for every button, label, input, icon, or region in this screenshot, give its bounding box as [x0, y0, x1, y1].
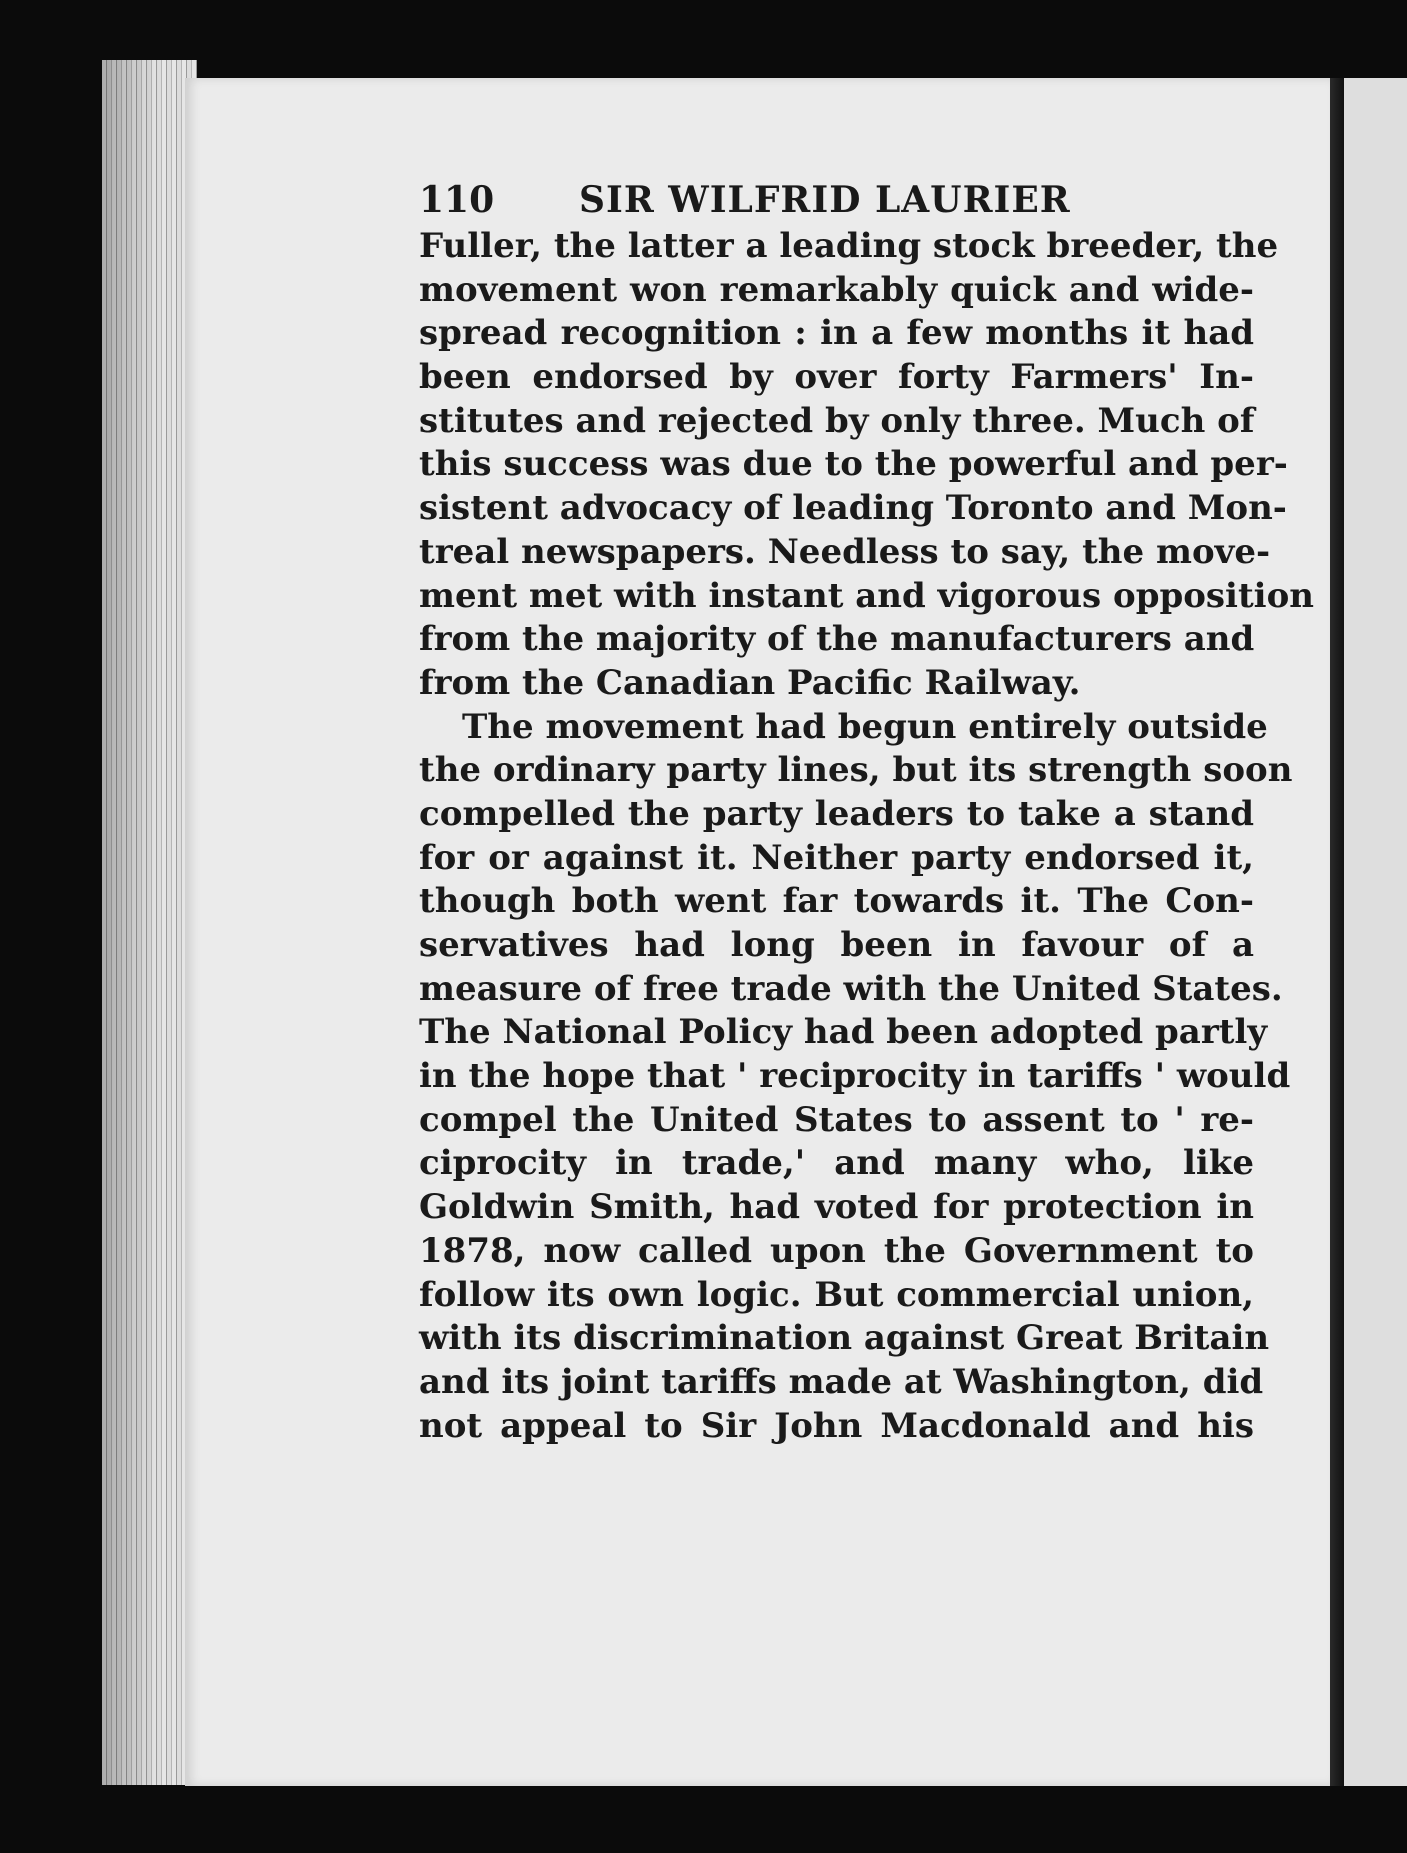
text-line: Fuller, the latter a leading stock breeder, the	[419, 226, 1279, 266]
text-line: ment met with instant and vigorous opposition	[419, 575, 1314, 616]
text-line: follow its own logic. But commercial union,	[419, 1274, 1254, 1315]
body-text	[419, 225, 1314, 1448]
text-line: with its discrimination against Great Britain	[419, 1318, 1270, 1359]
text-line: from the Canadian Pacific Railway.	[419, 662, 1081, 703]
text-line: this success was due to the powerful and per-	[419, 444, 1288, 485]
text-line: and its joint tariffs made at Washington, did	[419, 1361, 1264, 1402]
text-line: been endorsed by over forty Farmers' In-	[419, 357, 1254, 398]
text-line: Goldwin Smith, had voted for protection in	[419, 1187, 1254, 1228]
binding-gutter	[1330, 78, 1344, 1786]
page-text-block	[419, 175, 1314, 1448]
text-line: compel the United States to assent to ' re-	[419, 1099, 1254, 1140]
text-line: The movement had begun entirely outside	[462, 706, 1268, 747]
text-line: movement won remarkably quick and wide-	[419, 269, 1254, 310]
page-number: 110	[419, 179, 495, 221]
text-line: from the majority of the manufacturers and	[419, 619, 1255, 660]
text-line: sistent advocacy of leading Toronto and Mon-	[419, 488, 1287, 529]
text-line: 1878, now called upon the Government to	[419, 1230, 1254, 1271]
text-line: compelled the party leaders to take a stand	[419, 793, 1254, 834]
text-line: The National Policy had been adopted partly	[419, 1012, 1268, 1053]
text-line: servatives had long been in favour of a	[419, 925, 1254, 965]
running-title: SIR WILFRID LAURIER	[579, 179, 1071, 221]
text-line: for or against it. Neither party endorsed it,	[419, 837, 1254, 878]
text-line: the ordinary party lines, but its strength soon	[419, 750, 1293, 791]
text-line: not appeal to Sir John Macdonald and his	[419, 1405, 1254, 1446]
text-line: measure of free trade with the United States.	[419, 968, 1283, 1009]
text-line: stitutes and rejected by only three. Much of	[419, 400, 1255, 441]
text-line: in the hope that ' reciprocity in tariffs ' would	[419, 1056, 1291, 1097]
text-line: spread recognition : in a few months it had	[419, 313, 1254, 354]
text-line: treal newspapers. Needless to say, the move-	[419, 531, 1271, 572]
text-line: though both went far towards it. The Con-	[419, 881, 1254, 922]
page-edges-shadow	[102, 60, 197, 1785]
text-line: ciprocity in trade,' and many who, like	[419, 1143, 1254, 1184]
facing-page-edge	[1344, 78, 1407, 1786]
running-head	[419, 175, 1254, 225]
